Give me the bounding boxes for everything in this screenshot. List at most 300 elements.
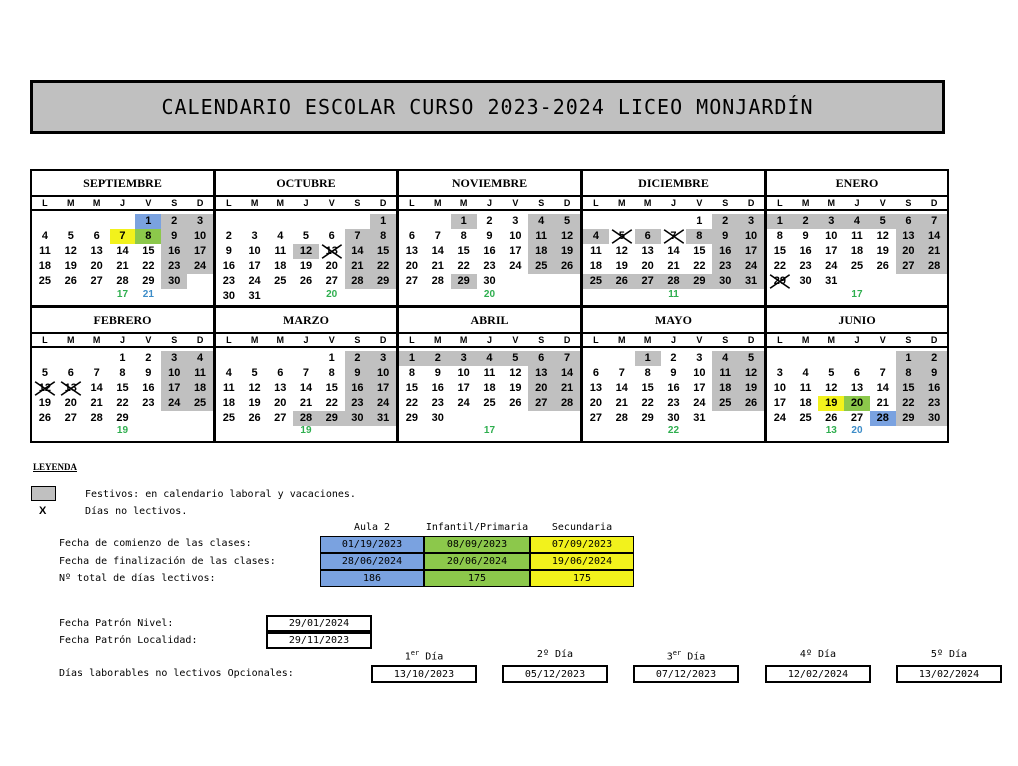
day-number: 7 (354, 230, 361, 242)
day-number: 4 (486, 352, 493, 364)
day-cell (425, 229, 451, 244)
day-cell (293, 411, 319, 426)
day-number: 11 (851, 230, 863, 242)
day-number: 12 (38, 382, 52, 394)
weekday-label: S (354, 198, 361, 208)
day-number: 19 (615, 260, 628, 272)
day-number: 22 (325, 397, 338, 409)
day-number: 6 (328, 230, 335, 242)
empty-cell (635, 214, 661, 229)
weekday-label: J (119, 198, 125, 208)
day-number: 28 (876, 412, 889, 424)
weekday-label: S (538, 198, 545, 208)
weekday-label: D (379, 198, 387, 208)
day-cell (583, 366, 609, 381)
day-cell (502, 351, 528, 366)
empty-cell (767, 351, 793, 366)
weekday-label: D (563, 198, 571, 208)
weekday-header (216, 197, 396, 211)
day-cell (267, 229, 293, 244)
lective-days-count: 17 (851, 289, 863, 300)
empty-cell (844, 351, 870, 366)
weekday-label: S (722, 335, 729, 345)
days-grid (583, 348, 764, 426)
day-number: 5 (302, 230, 310, 242)
day-number: 13 (325, 245, 338, 257)
empty-cell (267, 214, 293, 229)
weekday-label: S (171, 198, 178, 208)
day-cell (345, 274, 371, 289)
day-number: 2 (171, 215, 178, 227)
day-cell (686, 214, 712, 229)
day-cell (738, 214, 764, 229)
empty-cell (242, 351, 268, 366)
day-number: 3 (171, 352, 178, 364)
day-cell (451, 366, 477, 381)
day-number: 17 (377, 382, 390, 394)
day-cell (896, 411, 922, 426)
day-number: 10 (825, 230, 838, 242)
day-cell (661, 351, 687, 366)
optional-day-header (633, 649, 739, 662)
day-cell (554, 396, 580, 411)
day-number: 22 (773, 260, 786, 272)
day-cell (844, 381, 870, 396)
weekday-label: S (905, 198, 912, 208)
optional-day-header (502, 649, 608, 660)
day-cell (345, 244, 371, 259)
day-cell (110, 229, 136, 244)
day-cell (84, 366, 110, 381)
optional-day-ordinal: 1 (404, 651, 411, 663)
day-cell (216, 411, 242, 426)
day-cell (319, 366, 345, 381)
weekday-label: M (67, 198, 75, 208)
day-cell (84, 411, 110, 426)
legend-holiday-swatch (31, 486, 56, 501)
day-number: 23 (351, 397, 364, 409)
day-number: 21 (299, 397, 313, 409)
day-number: 27 (589, 412, 603, 424)
day-number: 2 (486, 215, 493, 227)
day-cell (267, 259, 293, 274)
day-number: 12 (299, 245, 313, 257)
day-number: 29 (405, 412, 419, 424)
day-number: 6 (93, 230, 100, 242)
day-number: 18 (589, 260, 603, 272)
day-number: 27 (405, 275, 419, 287)
day-cell (767, 381, 793, 396)
day-cell (58, 274, 84, 289)
day-cell (345, 381, 371, 396)
weekday-label: M (250, 335, 259, 345)
day-number: 24 (744, 260, 758, 272)
month-name: ENERO (767, 171, 947, 197)
day-cell (896, 351, 922, 366)
end-infantil: 20/06/2024 (424, 553, 530, 570)
lective-days-count: 17 (483, 425, 496, 436)
day-number: 4 (538, 215, 545, 227)
day-number: 28 (928, 260, 941, 272)
day-number: 21 (928, 245, 941, 257)
day-number: 25 (535, 260, 548, 272)
month-enero (765, 169, 949, 307)
day-number: 9 (145, 367, 152, 379)
day-cell (844, 411, 870, 426)
day-cell (844, 244, 870, 259)
day-number: 14 (615, 382, 628, 394)
weekday-label: V (328, 335, 335, 345)
day-number: 23 (799, 260, 812, 272)
day-cell (187, 366, 213, 381)
day-number: 24 (773, 412, 786, 424)
day-cell (870, 411, 896, 426)
day-number: 5 (67, 230, 74, 242)
day-number: 17 (193, 245, 207, 257)
month-name: OCTUBRE (216, 171, 396, 197)
day-number: 31 (825, 275, 838, 287)
optional-day-ordinal: 5º (930, 649, 943, 660)
label-start-date: Fecha de comienzo de las clases: (59, 538, 252, 549)
day-number: 15 (325, 382, 338, 394)
day-cell (187, 229, 213, 244)
empty-cell (216, 351, 242, 366)
day-number: 6 (408, 230, 415, 242)
optional-day-header (371, 649, 477, 662)
empty-cell (32, 351, 58, 366)
day-number: 4 (41, 230, 48, 242)
day-cell (370, 244, 396, 259)
day-cell (267, 396, 293, 411)
day-number: 12 (825, 382, 838, 394)
day-number: 27 (274, 412, 287, 424)
day-number: 26 (615, 275, 628, 287)
day-cell (451, 259, 477, 274)
day-cell (32, 381, 58, 396)
day-number: 4 (722, 352, 729, 364)
day-cell (818, 274, 844, 289)
day-number: 15 (641, 382, 654, 394)
day-cell (793, 396, 819, 411)
day-cell (661, 229, 687, 244)
weekday-label: L (42, 198, 48, 208)
day-number: 30 (483, 275, 496, 287)
empty-cell (870, 351, 896, 366)
day-cell (242, 259, 268, 274)
month-name: MAYO (583, 308, 764, 334)
day-cell (135, 214, 161, 229)
empty-cell (345, 214, 371, 229)
day-number: 13 (405, 245, 419, 257)
day-cell (609, 244, 635, 259)
weekday-label: D (747, 335, 755, 345)
day-number: 1 (905, 352, 912, 364)
day-cell (161, 244, 187, 259)
lective-days-count: 13 (825, 425, 837, 436)
day-number: 19 (560, 245, 574, 257)
day-cell (319, 274, 345, 289)
day-number: 18 (483, 382, 496, 394)
day-cell (345, 229, 371, 244)
day-cell (161, 366, 187, 381)
day-cell (477, 229, 503, 244)
day-cell (635, 381, 661, 396)
day-cell (267, 411, 293, 426)
day-number: 30 (431, 412, 444, 424)
month-name: FEBRERO (32, 308, 213, 334)
day-number: 3 (748, 215, 755, 227)
lective-days-count: 20 (483, 289, 496, 300)
day-number: 2 (145, 352, 152, 364)
day-cell (896, 259, 922, 274)
day-number: 27 (325, 275, 338, 287)
day-number: 8 (119, 367, 126, 379)
day-number: 19 (825, 397, 838, 409)
day-cell (609, 381, 635, 396)
day-cell (818, 229, 844, 244)
empty-cell (216, 214, 242, 229)
day-number: 17 (248, 260, 261, 272)
weekday-label: L (226, 335, 232, 345)
day-number: 13 (641, 245, 654, 257)
day-number: 15 (773, 245, 786, 257)
day-cell (399, 366, 425, 381)
day-cell (767, 411, 793, 426)
day-cell (216, 381, 242, 396)
weekday-label: J (119, 335, 125, 345)
days-grid (399, 348, 580, 426)
optional-day-ordinal: 4º (799, 649, 812, 660)
day-cell (554, 244, 580, 259)
day-number: 3 (696, 352, 703, 364)
lective-days-count: 11 (668, 289, 679, 300)
day-cell (502, 244, 528, 259)
month-name: MARZO (216, 308, 396, 334)
day-cell (110, 411, 136, 426)
day-number: 24 (457, 397, 470, 409)
day-number: 3 (512, 215, 519, 227)
day-cell (793, 366, 819, 381)
day-cell (609, 259, 635, 274)
day-number: 7 (879, 367, 886, 379)
lective-days-count: 19 (300, 425, 312, 436)
day-number: 20 (274, 397, 287, 409)
day-cell (451, 214, 477, 229)
day-cell (844, 366, 870, 381)
day-cell (370, 366, 396, 381)
day-number: 14 (299, 382, 313, 394)
day-cell (319, 351, 345, 366)
lective-days-count-row (216, 289, 396, 303)
weekday-header (583, 334, 764, 348)
month-noviembre (397, 169, 582, 307)
day-cell (242, 274, 268, 289)
weekday-label: L (777, 335, 783, 345)
day-number: 14 (351, 245, 364, 257)
weekday-label: S (354, 335, 361, 345)
weekday-label: V (696, 335, 703, 345)
day-cell (216, 366, 242, 381)
day-cell (502, 229, 528, 244)
day-number: 28 (431, 275, 444, 287)
day-cell (554, 381, 580, 396)
day-cell (686, 381, 712, 396)
weekday-label: J (486, 335, 492, 345)
day-cell (921, 411, 947, 426)
day-number: 24 (193, 260, 207, 272)
days-grid (767, 348, 947, 426)
day-number: 1 (380, 215, 387, 227)
day-cell (738, 351, 764, 366)
day-cell (242, 244, 268, 259)
day-cell (738, 244, 764, 259)
day-cell (921, 244, 947, 259)
weekday-label: M (618, 335, 626, 345)
day-number: 8 (905, 367, 912, 379)
day-number: 13 (535, 367, 548, 379)
day-cell (793, 411, 819, 426)
end-secundaria: 19/06/2024 (530, 553, 634, 570)
day-number: 24 (509, 260, 522, 272)
day-cell (161, 396, 187, 411)
day-cell (661, 381, 687, 396)
day-cell (425, 274, 451, 289)
day-number: 30 (222, 290, 235, 302)
day-cell (767, 274, 793, 289)
day-cell (161, 259, 187, 274)
day-cell (187, 259, 213, 274)
day-number: 22 (693, 260, 706, 272)
day-number: 4 (592, 230, 599, 242)
day-cell (528, 229, 554, 244)
day-number: 17 (773, 397, 786, 409)
day-cell (583, 274, 609, 289)
day-cell (477, 259, 503, 274)
day-number: 21 (351, 260, 364, 272)
day-number: 12 (560, 230, 574, 242)
day-number: 25 (193, 397, 207, 409)
weekday-label: M (643, 198, 652, 208)
day-number: 6 (853, 367, 861, 379)
month-febrero (30, 306, 215, 443)
day-number: 29 (902, 412, 915, 424)
weekday-label: V (879, 198, 886, 208)
day-number: 16 (222, 260, 235, 272)
day-number: 8 (460, 230, 467, 242)
day-number: 30 (168, 275, 181, 287)
day-number: 17 (744, 245, 758, 257)
empty-cell (609, 351, 635, 366)
day-number: 9 (225, 245, 232, 257)
day-number: 29 (142, 275, 155, 287)
day-number: 21 (116, 260, 129, 272)
weekday-header (767, 334, 947, 348)
month-marzo (214, 306, 398, 443)
day-number: 25 (274, 275, 287, 287)
day-cell (686, 274, 712, 289)
weekday-label: M (67, 335, 75, 345)
day-cell (187, 214, 213, 229)
day-number: 1 (328, 352, 335, 364)
day-number: 19 (299, 260, 313, 272)
day-number: 11 (535, 230, 548, 242)
day-cell (738, 274, 764, 289)
weekday-label: D (930, 198, 938, 208)
lective-days-count-row (767, 289, 947, 303)
day-cell (767, 229, 793, 244)
weekday-label: M (827, 335, 836, 345)
day-cell (187, 351, 213, 366)
day-cell (502, 366, 528, 381)
weekday-header (399, 334, 580, 348)
day-number: 11 (39, 245, 51, 257)
day-cell (135, 396, 161, 411)
day-number: 16 (431, 382, 444, 394)
day-cell (370, 214, 396, 229)
day-number: 25 (589, 275, 603, 287)
day-number: 10 (773, 382, 786, 394)
weekday-label: M (801, 335, 810, 345)
day-number: 24 (693, 397, 706, 409)
day-cell (425, 244, 451, 259)
day-number: 9 (486, 230, 493, 242)
weekday-label: V (696, 198, 703, 208)
day-cell (583, 396, 609, 411)
day-number: 12 (744, 367, 758, 379)
day-number: 7 (931, 215, 938, 227)
day-number: 8 (328, 367, 335, 379)
day-cell (399, 259, 425, 274)
day-cell (293, 229, 319, 244)
empty-cell (609, 214, 635, 229)
empty-cell (661, 214, 687, 229)
day-cell (451, 244, 477, 259)
col-header-aula2: Aula 2 (353, 522, 391, 533)
day-number: 3 (251, 230, 258, 242)
start-secundaria: 07/09/2023 (530, 536, 634, 553)
day-cell (242, 229, 268, 244)
day-cell (767, 396, 793, 411)
day-cell (554, 214, 580, 229)
day-cell (686, 396, 712, 411)
day-cell (793, 214, 819, 229)
day-cell (477, 351, 503, 366)
day-number: 22 (142, 260, 155, 272)
day-cell (793, 229, 819, 244)
day-cell (451, 229, 477, 244)
day-number: 21 (615, 397, 628, 409)
day-cell (216, 259, 242, 274)
day-number: 24 (825, 260, 838, 272)
weekday-label: J (303, 198, 309, 208)
day-cell (58, 366, 84, 381)
day-cell (635, 396, 661, 411)
day-cell (84, 274, 110, 289)
day-cell (425, 351, 451, 366)
day-cell (844, 396, 870, 411)
day-number: 26 (560, 260, 574, 272)
day-number: 3 (828, 215, 835, 227)
day-cell (267, 381, 293, 396)
days-grid (216, 348, 396, 426)
day-number: 16 (667, 382, 680, 394)
day-number: 14 (431, 245, 444, 257)
day-number: 15 (377, 245, 390, 257)
day-number: 11 (223, 382, 235, 394)
day-number: 11 (194, 367, 206, 379)
day-cell (870, 396, 896, 411)
day-cell (767, 259, 793, 274)
